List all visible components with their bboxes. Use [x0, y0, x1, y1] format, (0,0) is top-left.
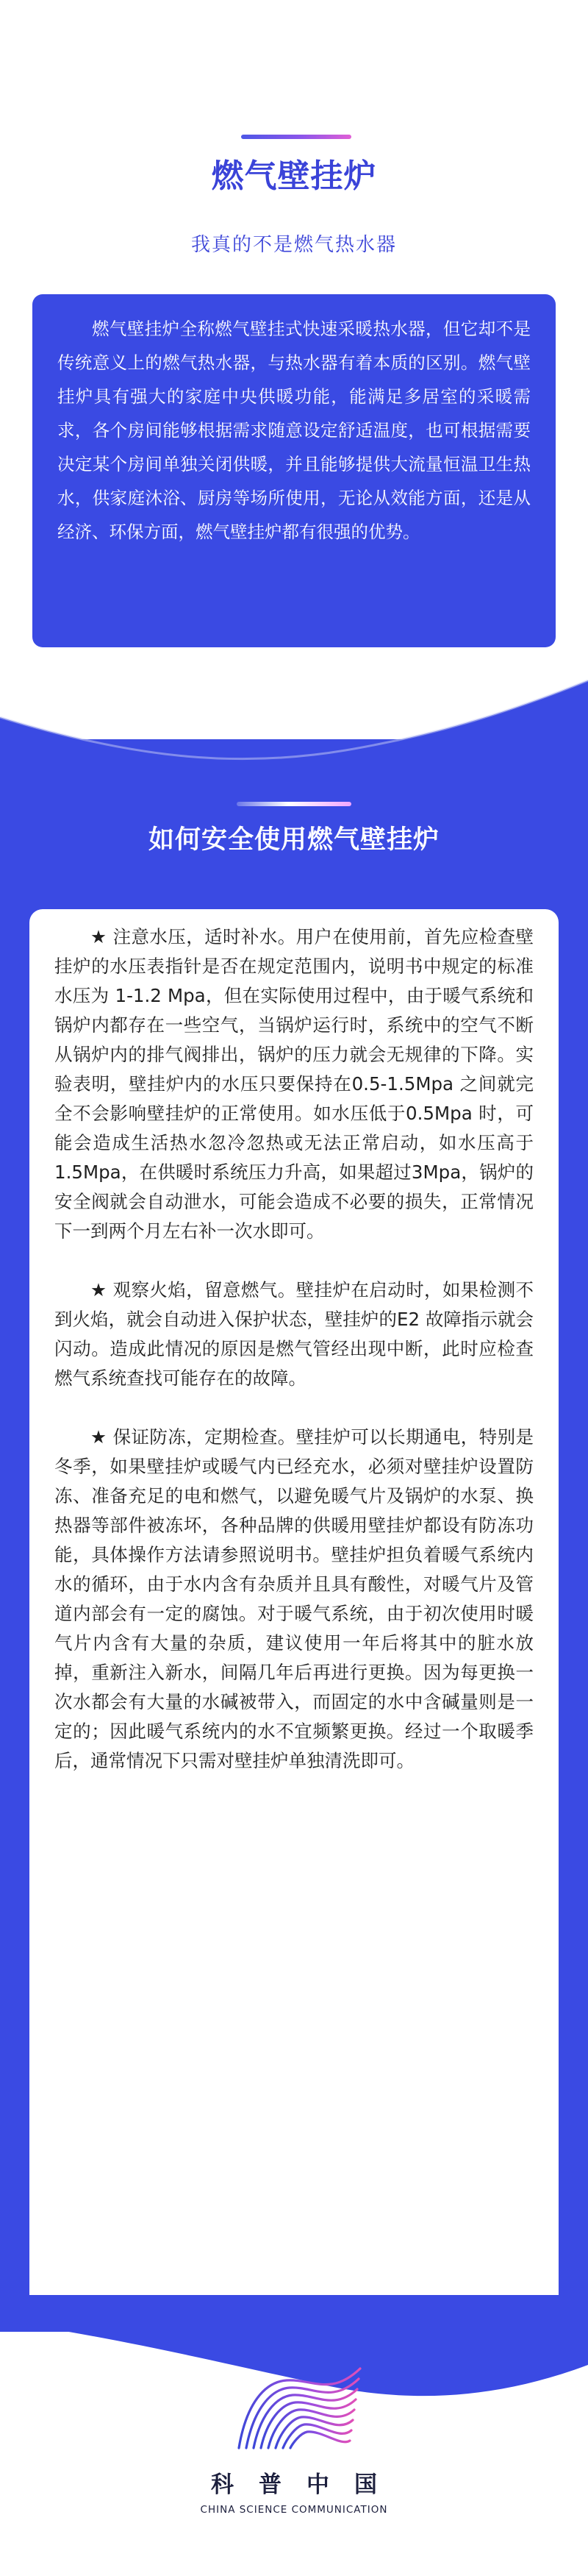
page-title: 燃气壁挂炉 [211, 157, 377, 195]
section-title: 如何安全使用燃气壁挂炉 [148, 825, 440, 855]
tip-paragraph-flame: ★ 观察火焰，留意燃气。壁挂炉在启动时，如果检测不到火焰，就会自动进入保护状态，壁挂炉的E2 故障指示就会闪动。造成此情况的原因是燃气管经出现中断，此时应检查燃气系统查找可能存在的故障。 [54, 1279, 534, 1389]
section-accent-line [237, 802, 351, 806]
kepu-logo-icon [213, 2352, 382, 2463]
page-subtitle: 我真的不是燃气热水器 [190, 234, 397, 256]
logo-chinese-text: 科普中国 [211, 2472, 402, 2498]
tip-paragraph-water-pressure: ★ 注意水压，适时补水。用户在使用前，首先应检查壁挂炉的水压表指针是否在规定范围内，说明书中规定的标准水压为 1-1.2 Mpa，但在实际使用过程中，由于暖气系统和锅炉内都存在一些空气，当锅炉运行时，系统中的空气不断从锅炉内的排气阀排出，锅炉的压力就会无规律的下降。实验表明，壁挂炉内的水压只要保持在0.5-1.5Mpa 之间就完全不会影响壁挂炉的正常使用。如水压低于0.5Mpa 时，可能会造成生活热水忽冷忽热或无法正常启动，如水压高于1.5Mpa，在供暖时系统压力升高，如果超过3Mpa，锅炉的安全阀就会自动泄水，可能会造成不必要的损失，正常情况下一到两个月左右补一次水即可。 [54, 926, 534, 1242]
logo-english-text: CHINA SCIENCE COMMUNICATION [200, 2504, 388, 2516]
intro-text-box: 燃气壁挂炉全称燃气壁挂式快速采暖热水器，但它却不是传统意义上的燃气热水器，与热水器有着本质的区别。燃气壁挂炉具有强大的家庭中央供暖功能，能满足多居室的采暖需求，各个房间能够根据需求随意设定舒适温度，也可根据需要决定某个房间单独关闭供暖，并且能够提供大流量恒温卫生热水，供家庭沐浴、厨房等场所使用，无论从效能方面，还是从经济、环保方面，燃气壁挂炉都有很强的优势。 [32, 294, 556, 647]
top-wave-decoration [0, 677, 588, 794]
title-accent-line [241, 135, 351, 139]
content-card [29, 909, 559, 2310]
tip-paragraph-antifreeze: ★ 保证防冻，定期检查。壁挂炉可以长期通电，特别是冬季，如果壁挂炉或暖气内已经充水，必须对壁挂炉设置防冻、准备充足的电和燃气，以避免暖气片及锅炉的水泵、换热器等部件被冻坏，各种品牌的供暖用壁挂炉都设有防冻功能，具体操作方法请参照说明书。壁挂炉担负着暖气系统内水的循环，由于水内含有杂质并且具有酸性，对暖气片及管道内部会有一定的腐蚀。对于暖气系统，由于初次使用时暖气片内含有大量的杂质，建议使用一年后将其中的脏水放掉，重新注入新水，间隔几年后再进行更换。因为每更换一次水都会有大量的水碱被带入，而固定的水中含碱量则是一定的；因此暖气系统内的水不宜频繁更换。经过一个取暖季后，通常情况下只需对壁挂炉单独清洗即可。 [54, 1426, 534, 1771]
